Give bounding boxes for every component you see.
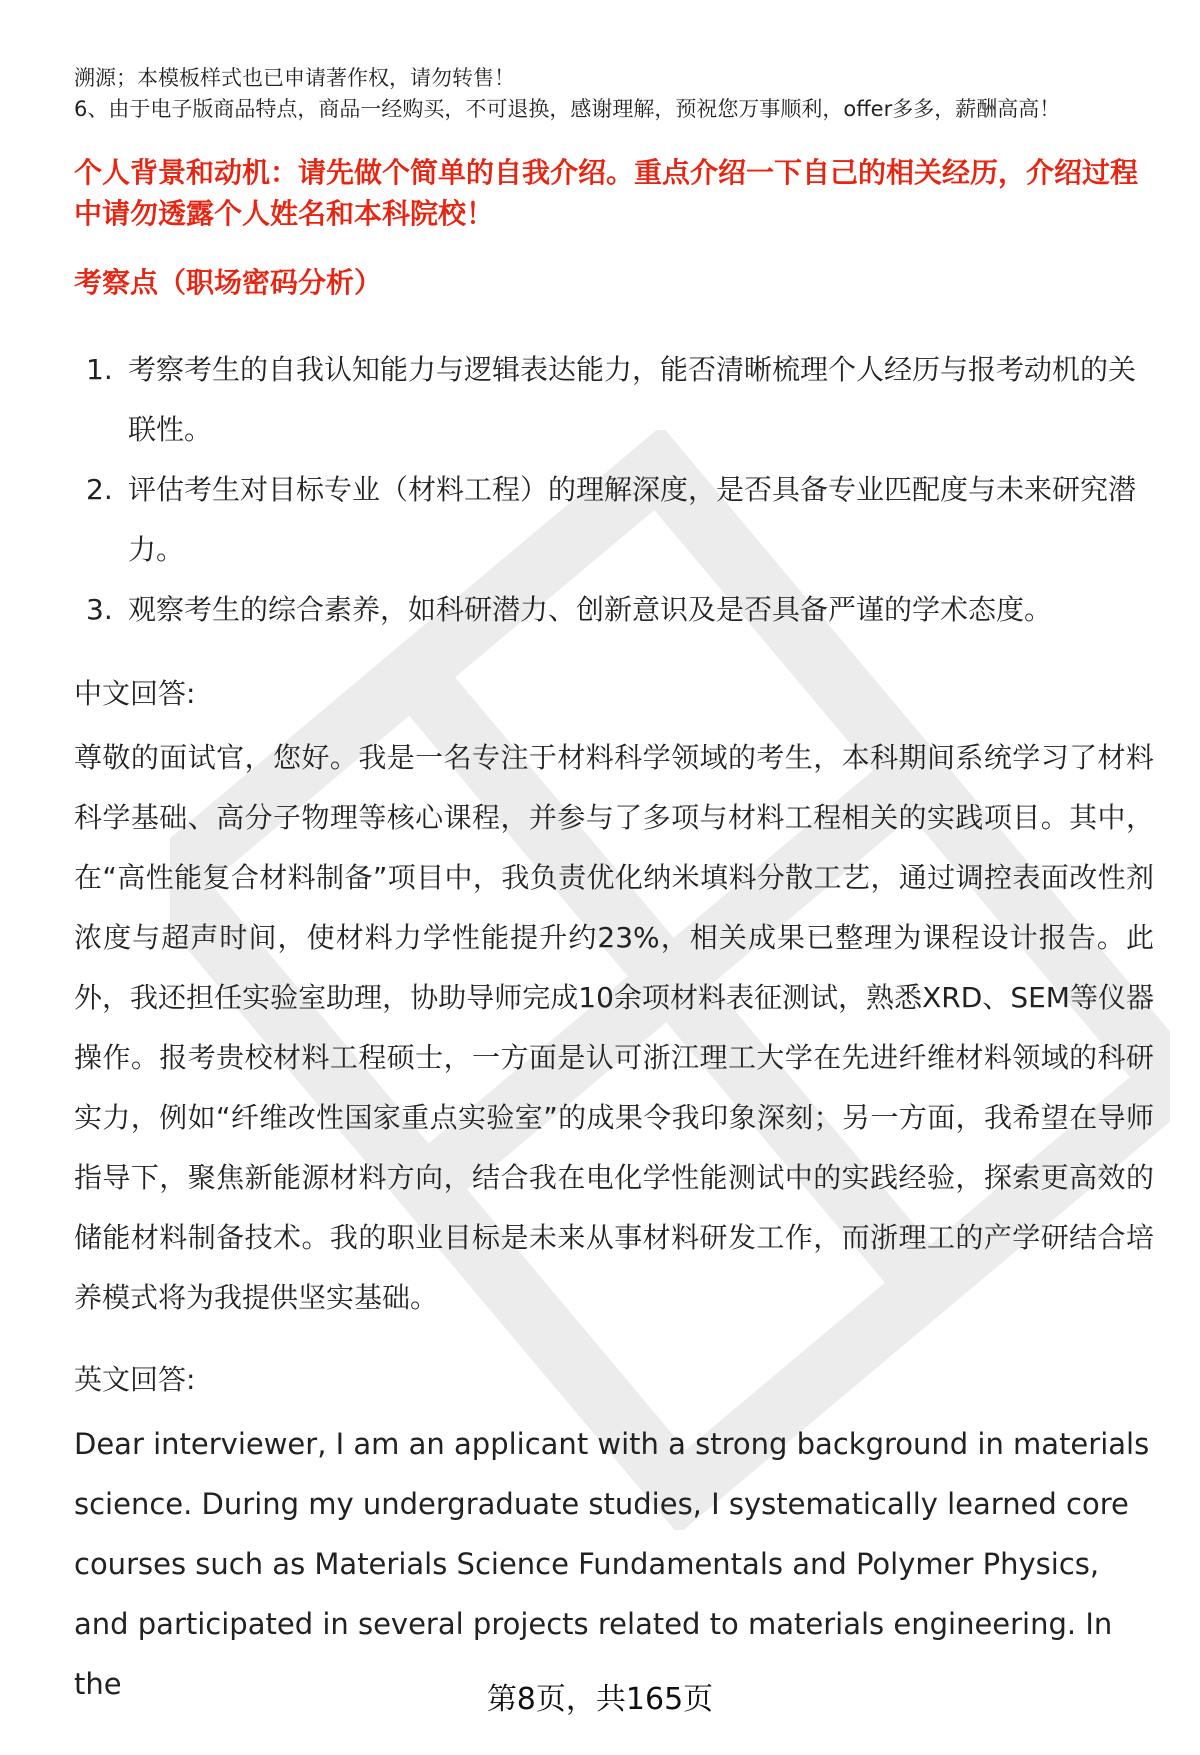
analysis-point — [74, 340, 1154, 460]
point-number: 1. — [86, 353, 113, 386]
analysis-point — [74, 580, 1154, 640]
point-text: 评估考生对目标专业（材料工程）的理解深度，是否具备专业匹配度与未来研究潜力。 — [128, 473, 1137, 566]
english-answer-text: Dear interviewer, I am an applicant with a strong background in materials science. During my undergraduate studies, I systematically learned core courses such as Materials Science Fundamentals and Polymer Physics, and participated in several projects related to materials engineering. In the — [74, 1427, 1150, 1701]
question-title: 个人背景和动机：请先做个简单的自我介绍。重点介绍一下自己的相关经历，介绍过程中请勿透露个人姓名和本科院校！ — [74, 156, 1139, 230]
page-number: 第8页，共165页 — [486, 1682, 714, 1717]
notice-line: 溯源；本模板样式也已申请著作权，请勿转售！ — [74, 66, 515, 90]
english-answer-label: 英文回答: — [74, 1363, 196, 1396]
analysis-points — [74, 340, 1154, 640]
notice-line: 6、由于电子版商品特点，商品一经购买，不可退换，感谢理解，预祝您万事顺利，offer多多，薪酬高高！ — [74, 97, 1061, 121]
point-number: 2. — [86, 473, 113, 506]
point-text: 考察考生的自我认知能力与逻辑表达能力，能否清晰梳理个人经历与报考动机的关联性。 — [128, 353, 1137, 446]
chinese-answer-label: 中文回答: — [74, 677, 196, 710]
chinese-answer-text: 尊敬的面试官，您好。我是一名专注于材料科学领域的考生，本科期间系统学习了材料科学基础、高分子物理等核心课程，并参与了多项与材料工程相关的实践项目。其中，在“高性能复合材料制备”项目中，我负责优化纳米填料分散工艺，通过调控表面改性剂浓度与超声时间，使材料力学性能提升约23%，相关成果已整理为课程设计报告。此外，我还担任实验室助理，协助导师完成10余项材料表征测试，熟悉XRD、SEM等仪器操作。报考贵校材料工程硕士，一方面是认可浙江理工大学在先进纤维材料领域的科研实力，例如“纤维改性国家重点实验室”的成果令我印象深刻；另一方面，我希望在导师指导下，聚焦新能源材料方向，结合我在电化学性能测试中的实践经验，探索更高效的储能材料制备技术。我的职业目标是未来从事材料研发工作，而浙理工的产学研结合培养模式将为我提供坚实基础。 — [74, 741, 1154, 1314]
point-number: 3. — [86, 593, 113, 626]
analysis-heading: 考察点（职场密码分析） — [74, 266, 383, 299]
point-text: 观察考生的综合素养，如科研潜力、创新意识及是否具备严谨的学术态度。 — [128, 593, 1053, 626]
analysis-point — [74, 460, 1154, 580]
